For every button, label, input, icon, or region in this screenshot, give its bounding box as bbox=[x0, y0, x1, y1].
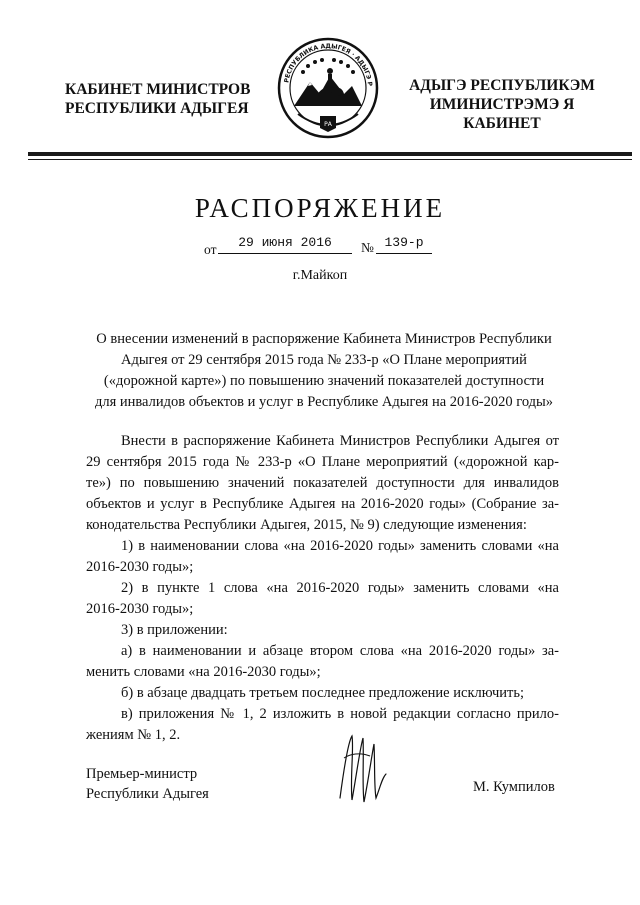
number-field bbox=[376, 233, 432, 254]
header-rule-thin bbox=[28, 159, 632, 160]
handwritten-signature-icon bbox=[330, 728, 390, 812]
document-title: РАСПОРЯЖЕНИЕ bbox=[194, 193, 446, 223]
emblem-ring-text: РЕСПУБЛИКА АДЫГЕЯ · АДЫГЭ Р bbox=[283, 42, 374, 87]
issuer-ru bbox=[65, 80, 255, 118]
body-line: объектов и услуг в Республике Адыгея на 2016-2020 годы» (Собрание за- bbox=[86, 496, 559, 512]
number-value: 139-р bbox=[384, 235, 424, 250]
body-line: 2) в пункте 1 слова «на 2016-2020 годы» заменить словами «на bbox=[121, 580, 559, 596]
issuer-ady-line2: ИМИНИСТРЭМЭ Я КАБИНЕТ bbox=[429, 96, 575, 132]
body-line: Внести в распоряжение Кабинета Министров Республики Адыгея от bbox=[121, 433, 559, 449]
position-line2: Республики Адыгея bbox=[86, 786, 209, 802]
date-value: 29 июня 2016 bbox=[238, 235, 332, 250]
subject-line: для инвалидов объектов и услуг в Республике Адыгея на 2016-2020 годы» bbox=[94, 394, 554, 410]
date-field bbox=[218, 233, 352, 254]
body-line: 1) в наименовании слова «на 2016-2020 годы» заменить словами «на bbox=[121, 538, 559, 554]
signatory-position bbox=[86, 764, 209, 804]
body-line: б) в абзаце двадцать третьем последнее предложение исключить; bbox=[121, 685, 525, 701]
body-line: менить словами «на 2016-2030 годы»; bbox=[86, 664, 321, 680]
coat-of-arms-icon bbox=[272, 36, 384, 140]
issuer-ru-line2: РЕСПУБЛИКИ АДЫГЕЯ bbox=[65, 100, 249, 117]
date-prefix: от bbox=[204, 242, 217, 257]
body-line: а) в наименовании и абзаце втором слова «на 2016-2020 годы» за- bbox=[121, 643, 559, 659]
subject-line: Адыгея от 29 сентября 2015 года № 233-р «О Плане мероприятий bbox=[121, 352, 527, 368]
svg-text:РА: РА bbox=[324, 121, 332, 128]
position-line1: Премьер-министр bbox=[86, 766, 198, 782]
body-line: конодательства Республики Адыгея, 2015, № 9) следующие изменения: bbox=[86, 517, 527, 533]
issuer-ady-line1: АДЫГЭ РЕСПУБЛИКЭМ bbox=[409, 77, 595, 94]
number-sign: № bbox=[361, 240, 374, 255]
body-line: 2016-2030 годы»; bbox=[86, 601, 194, 617]
body-line: 29 сентября 2015 года № 233-р «О Плане мероприятий («дорожной кар- bbox=[86, 454, 559, 470]
body-line: 2016-2030 годы»; bbox=[86, 559, 194, 575]
body-line: 3) в приложении: bbox=[121, 622, 228, 638]
subject-line: О внесении изменений в распоряжение Кабинета Министров Республики bbox=[96, 331, 552, 347]
subject-block bbox=[84, 329, 564, 413]
body-line: в) приложения № 1, 2 изложить в новой редакции согласно прило- bbox=[121, 706, 559, 722]
issuer-ru-line1: КАБИНЕТ МИНИСТРОВ bbox=[65, 81, 251, 98]
header-rule-thick bbox=[28, 152, 632, 156]
body-line: жениям № 1, 2. bbox=[86, 727, 181, 743]
subject-line: («дорожной карте») по повышению значений показателей доступности bbox=[103, 373, 545, 389]
body-line: те») по повышению значений показателей доступности для инвалидов bbox=[86, 475, 559, 491]
issuer-ady bbox=[392, 76, 612, 133]
signatory-name: М. Кумпилов bbox=[473, 779, 555, 795]
city: г.Майкоп bbox=[292, 268, 348, 283]
